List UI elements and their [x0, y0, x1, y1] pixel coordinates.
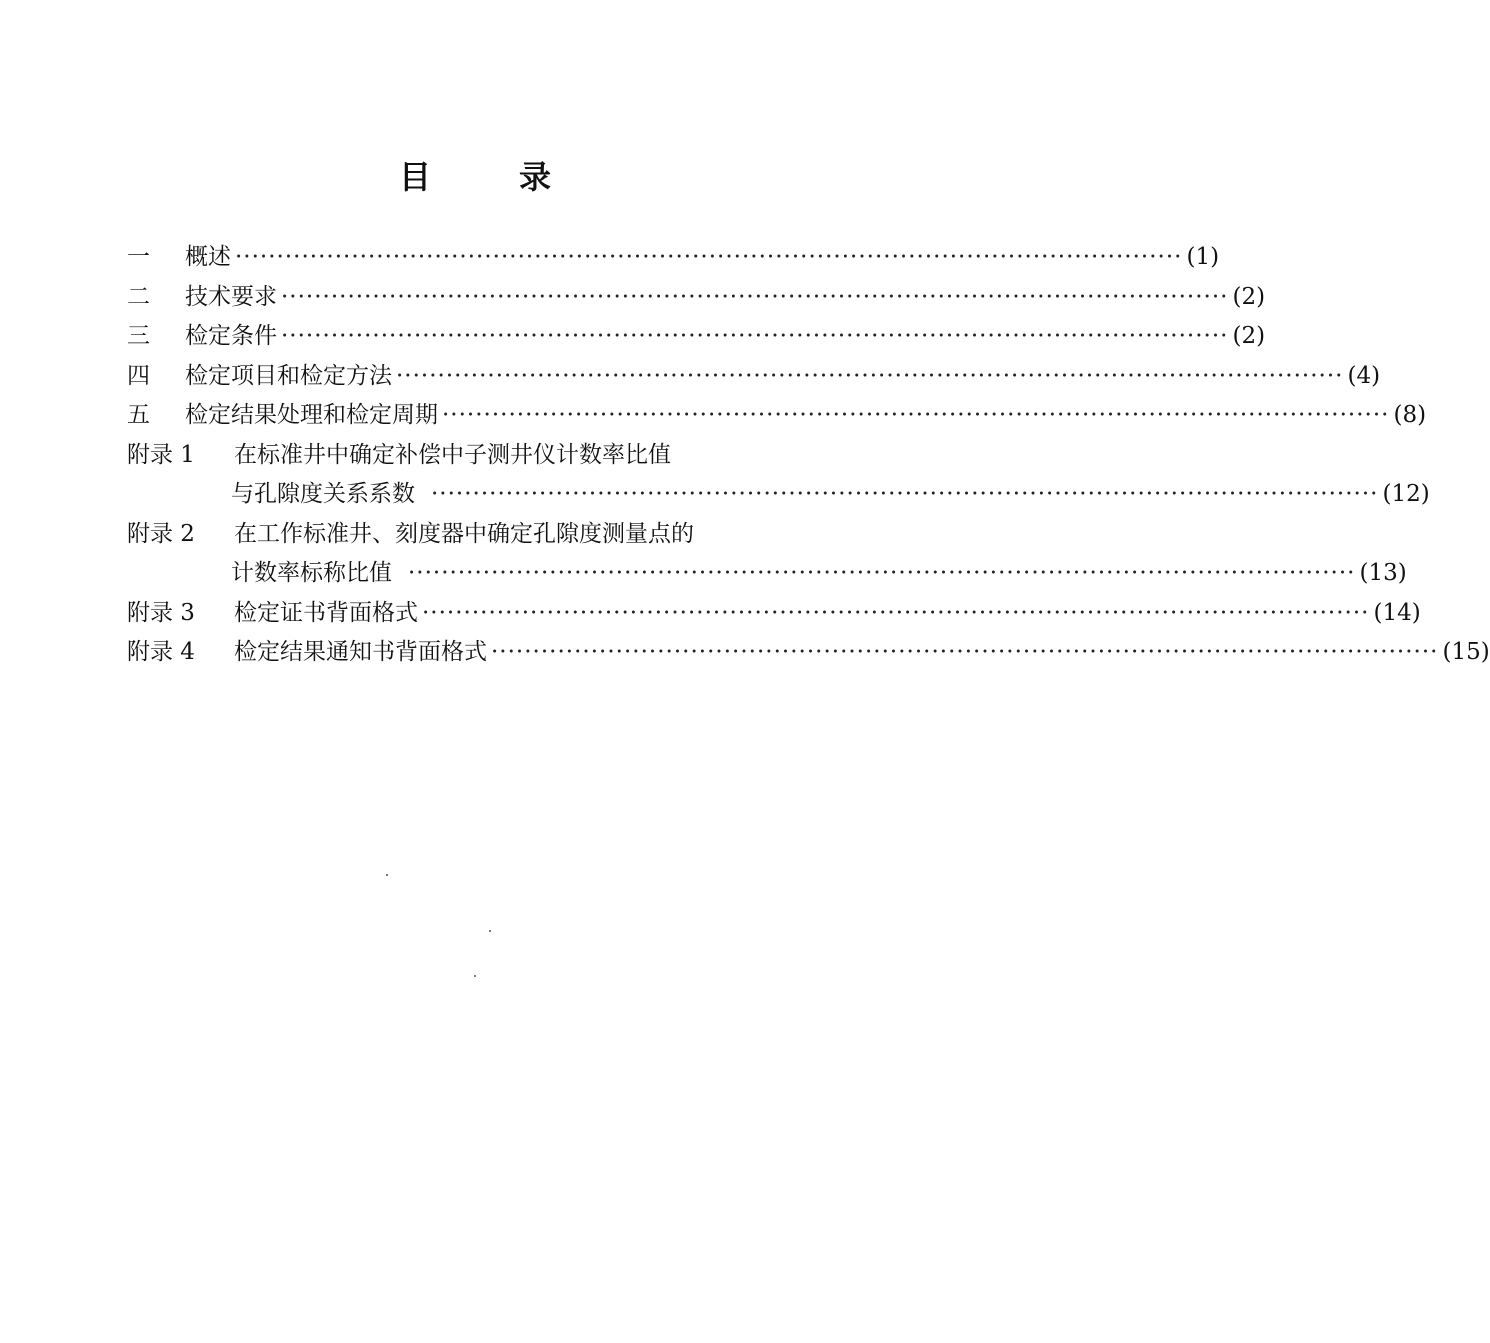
dot-leader: ·················································································································· — [235, 244, 1183, 270]
dot-leader: ·················································································································· — [396, 362, 1344, 389]
dot-leader: ·················································································································· — [281, 323, 1229, 349]
toc-appendix-1-continued[interactable] — [127, 475, 1430, 515]
toc-appendix-page: (13) — [1359, 560, 1407, 586]
page-title — [0, 152, 950, 198]
toc-entry-label: 检定条件 — [185, 323, 277, 349]
dot-leader: ·················································································································· — [408, 560, 1356, 586]
scan-speck — [489, 930, 491, 932]
table-of-contents — [127, 238, 1490, 673]
toc-entry-number: 二 — [127, 283, 150, 310]
toc-appendix-2-continued[interactable] — [127, 554, 1407, 594]
toc-entry-page: (2) — [1232, 323, 1266, 349]
toc-appendix-page: (15) — [1442, 639, 1490, 665]
toc-entry-label: 检定项目和检定方法 — [185, 362, 392, 389]
toc-entry-number: 四 — [127, 362, 150, 389]
toc-entry-label: 概述 — [185, 244, 231, 270]
toc-appendix-label: 检定证书背面格式 — [234, 599, 418, 626]
scan-speck — [386, 874, 388, 876]
toc-appendix-label-line-1: 在标准井中确定补偿中子测井仪计数率比值 — [234, 441, 671, 468]
toc-appendix-label-line-2: 与孔隙度关系系数 — [231, 481, 415, 507]
toc-appendix-4[interactable] — [127, 633, 1490, 673]
toc-appendix-page: (12) — [1382, 481, 1430, 507]
toc-appendix-3[interactable] — [127, 594, 1421, 634]
dot-leader: ·················································································································· — [442, 402, 1390, 428]
toc-entry-number: 三 — [127, 323, 150, 349]
toc-appendix-number: 附录 4 — [127, 639, 195, 665]
toc-appendix-label-line-2: 计数率标称比值 — [231, 560, 392, 586]
dot-leader: ·················································································································· — [281, 283, 1229, 310]
toc-appendix-1[interactable] — [127, 436, 873, 476]
toc-appendix-label-line-1: 在工作标准井、刻度器中确定孔隙度测量点的 — [234, 520, 694, 547]
toc-entry-page: (8) — [1393, 402, 1427, 428]
toc-appendix-number: 附录 2 — [127, 520, 195, 547]
toc-entry-number: 一 — [127, 244, 150, 270]
toc-entry-number: 五 — [127, 402, 150, 428]
toc-appendix-page: (14) — [1373, 599, 1421, 626]
toc-entry-2[interactable] — [127, 278, 1266, 318]
toc-appendix-label: 检定结果通知书背面格式 — [234, 639, 487, 665]
toc-appendix-number: 附录 3 — [127, 599, 195, 626]
toc-entry-label: 技术要求 — [185, 283, 277, 310]
dot-leader: ·················································································································· — [431, 481, 1379, 507]
toc-entry-3[interactable] — [127, 317, 1266, 357]
toc-entry-page: (2) — [1232, 283, 1266, 310]
toc-appendix-2[interactable] — [127, 515, 873, 555]
title-char-1: 目 — [398, 158, 431, 196]
toc-entry-4[interactable] — [127, 357, 1381, 397]
toc-entry-label: 检定结果处理和检定周期 — [185, 402, 438, 428]
toc-entry-page: (4) — [1347, 362, 1381, 389]
dot-leader: ·················································································································· — [491, 639, 1439, 665]
title-char-2: 录 — [519, 158, 552, 196]
toc-entry-5[interactable] — [127, 396, 1427, 436]
toc-entry-page: (1) — [1186, 244, 1220, 270]
dot-leader: ·················································································································· — [422, 599, 1370, 626]
toc-entry-1[interactable] — [127, 238, 1220, 278]
toc-appendix-number: 附录 1 — [127, 441, 195, 468]
scan-speck — [474, 975, 476, 977]
